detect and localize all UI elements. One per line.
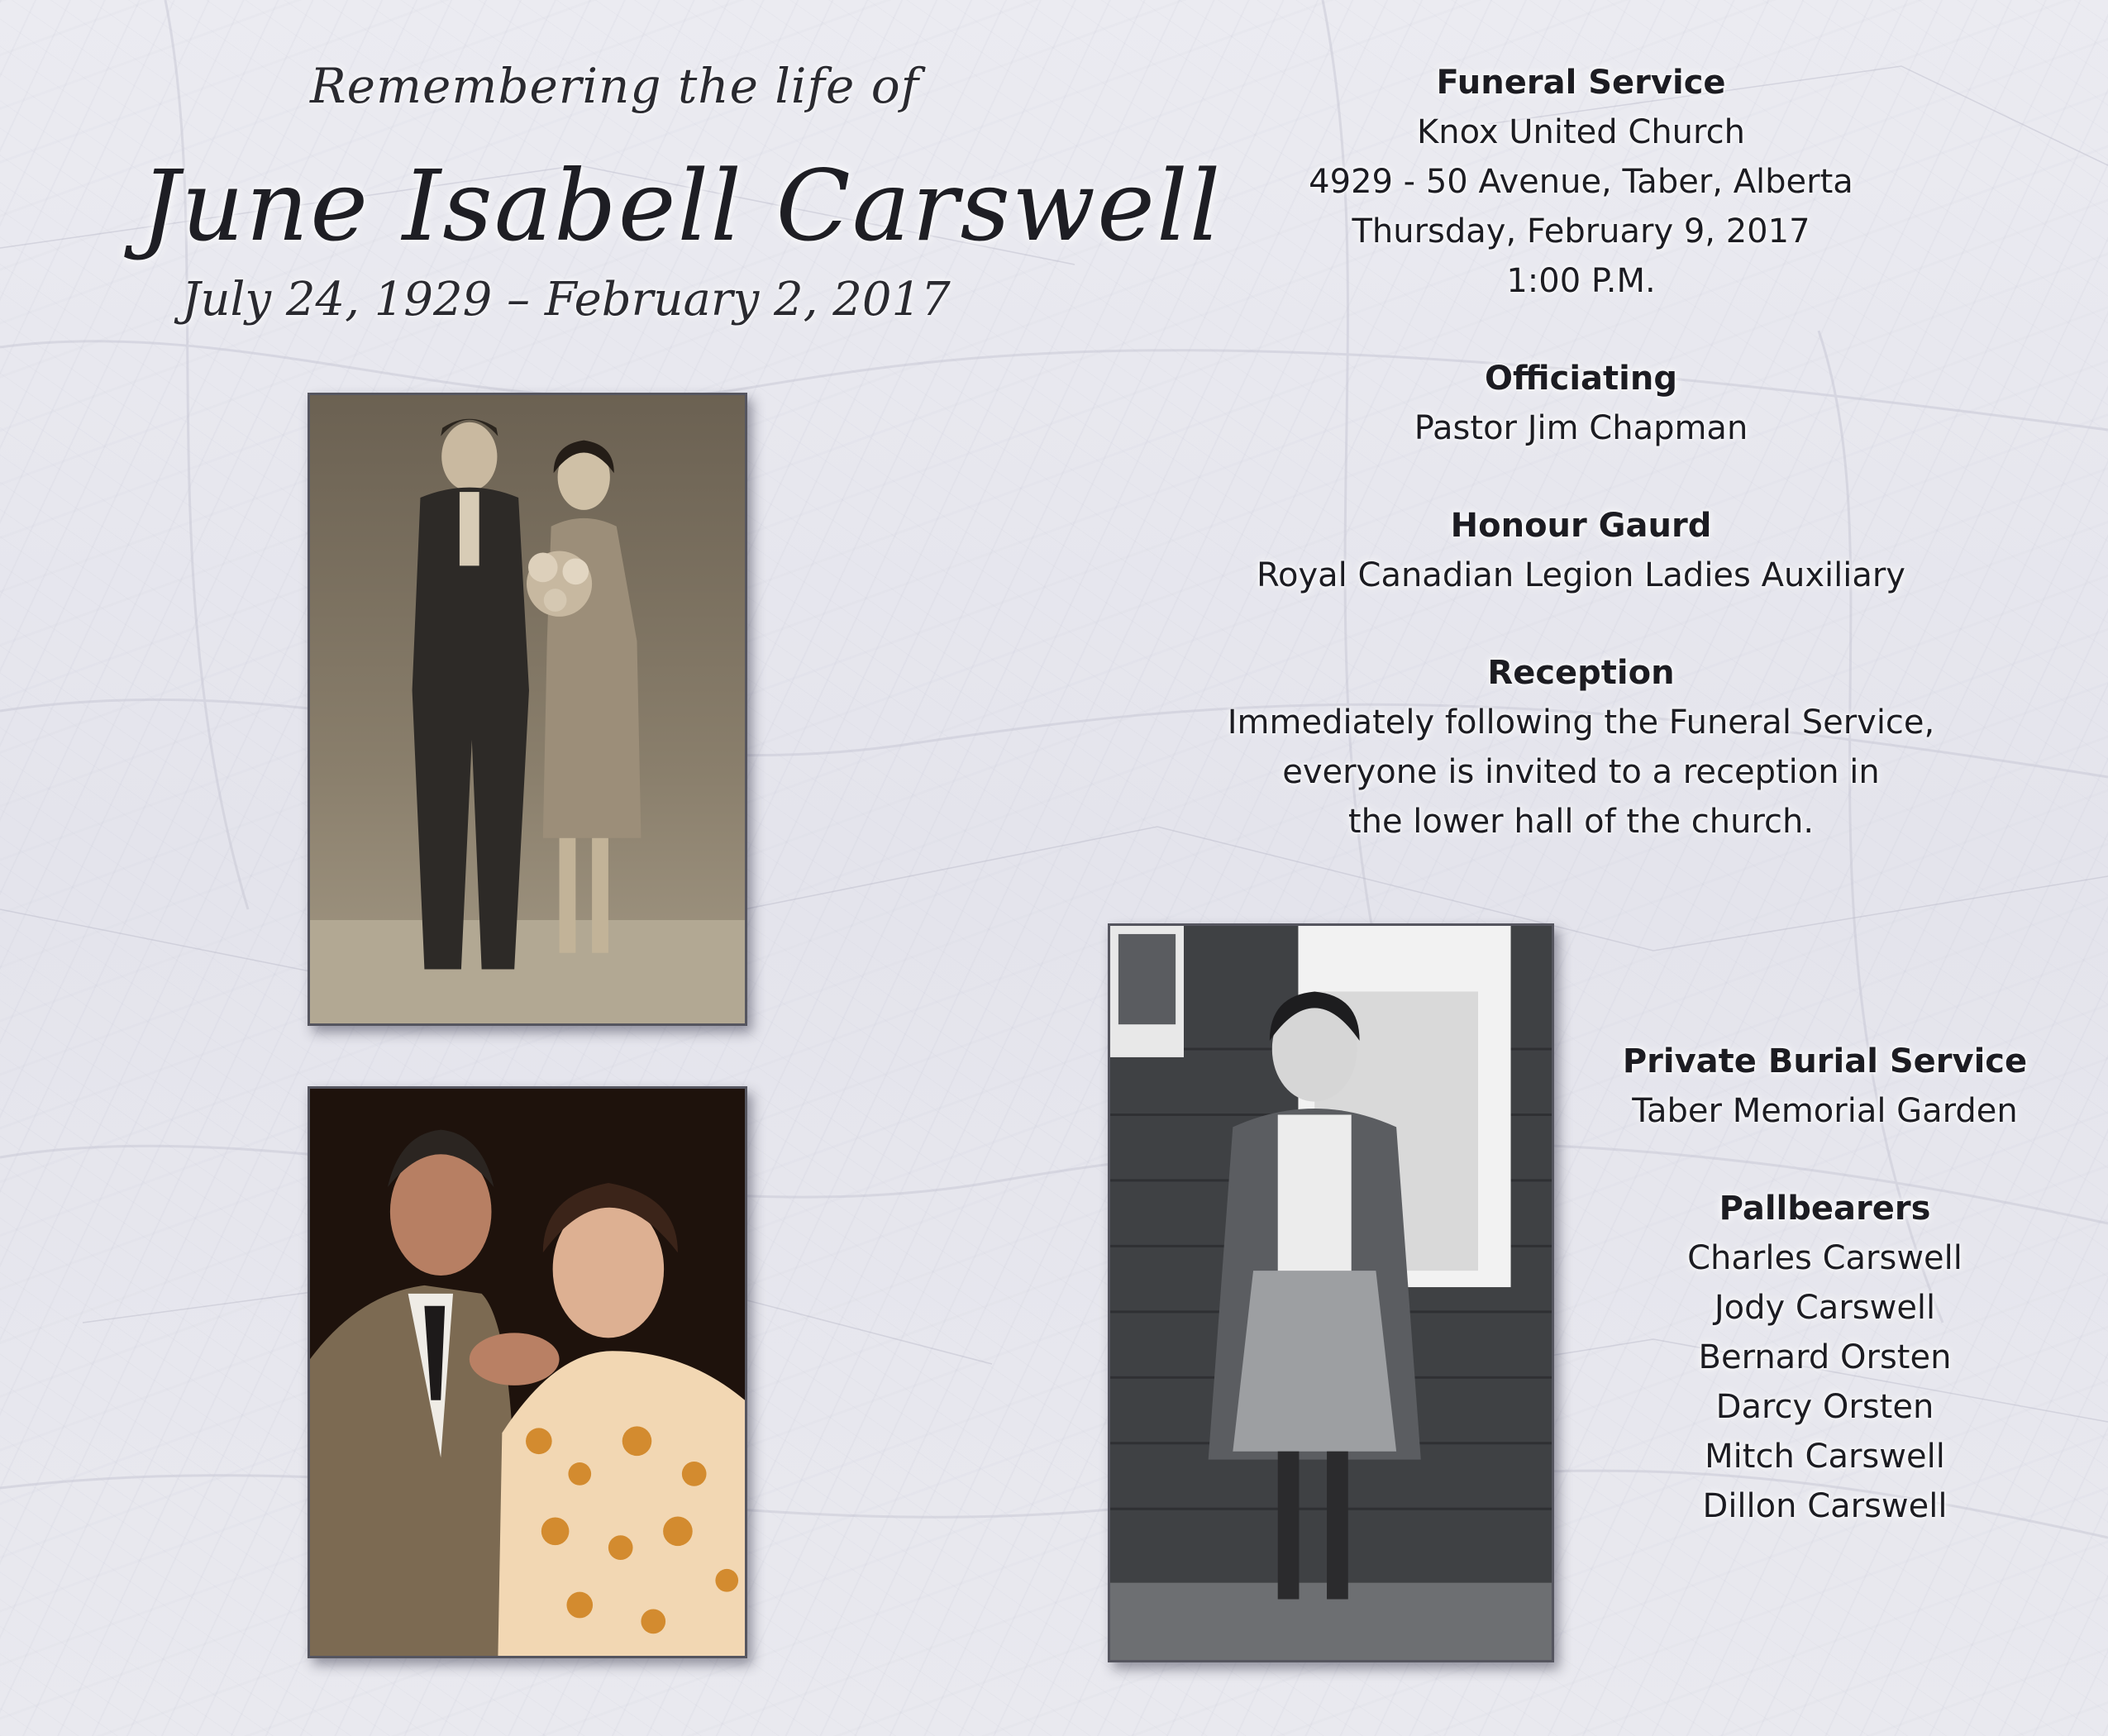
funeral-address: 4929 - 50 Avenue, Taber, Alberta xyxy=(1309,163,1853,201)
funeral-time: 1:00 P.M. xyxy=(1506,262,1656,300)
funeral-service-heading: Funeral Service xyxy=(1436,64,1726,102)
burial-details xyxy=(1587,1037,2063,1531)
funeral-church: Knox United Church xyxy=(1417,113,1745,151)
pallbearer-name: Jody Carswell xyxy=(1714,1289,1936,1327)
pallbearer-name: Mitch Carswell xyxy=(1705,1438,1945,1476)
memorial-header xyxy=(107,50,1223,364)
remembering-caption: Remembering the life of xyxy=(310,58,920,114)
young-woman-photo xyxy=(1108,923,1554,1662)
reception-line-2: everyone is invited to a reception in xyxy=(1282,753,1880,791)
pallbearer-name: Bernard Orsten xyxy=(1698,1338,1952,1376)
couple-portrait-photo xyxy=(308,1086,747,1658)
deceased-name: June Isabell Carswell xyxy=(141,149,1223,263)
pallbearers-heading: Pallbearers xyxy=(1719,1190,1931,1228)
honour-guard-heading: Honour Gaurd xyxy=(1450,507,1712,545)
pallbearer-name: Charles Carswell xyxy=(1687,1239,1963,1277)
wedding-photo xyxy=(308,393,747,1026)
officiating-heading: Officiating xyxy=(1485,360,1677,398)
funeral-date: Thursday, February 9, 2017 xyxy=(1352,212,1810,250)
officiating-name: Pastor Jim Chapman xyxy=(1414,409,1748,447)
pallbearer-name: Darcy Orsten xyxy=(1715,1388,1934,1426)
burial-location: Taber Memorial Garden xyxy=(1632,1092,2018,1130)
reception-line-3: the lower hall of the church. xyxy=(1347,803,1815,841)
reception-heading: Reception xyxy=(1487,654,1675,692)
funeral-details xyxy=(1108,58,2054,847)
honour-guard-name: Royal Canadian Legion Ladies Auxiliary xyxy=(1257,556,1905,594)
pallbearer-name: Dillon Carswell xyxy=(1702,1487,1948,1525)
reception-line-1: Immediately following the Funeral Service, xyxy=(1227,703,1935,742)
life-dates: July 24, 1929 – February 2, 2017 xyxy=(182,273,951,327)
burial-heading: Private Burial Service xyxy=(1622,1042,2028,1080)
